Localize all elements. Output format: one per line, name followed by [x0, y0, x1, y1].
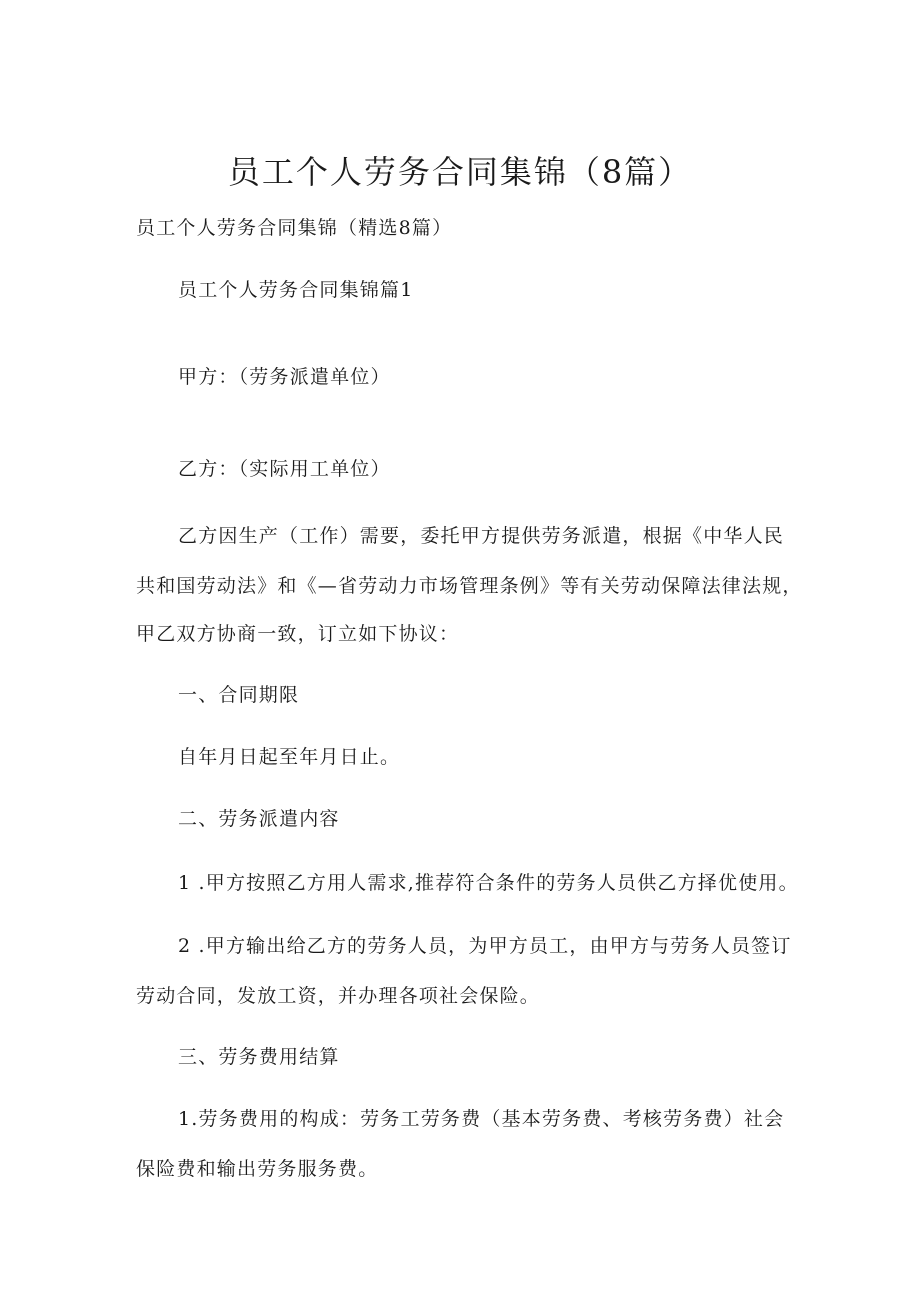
document-subtitle: 员工个人劳务合同集锦（精选8篇） [136, 217, 453, 239]
clause-3-item-1-line-2: 保险费和输出劳务服务费。 [136, 1158, 379, 1180]
clause-2-item-2-line-2: 劳动合同，发放工资，并办理各项社会保险。 [136, 985, 541, 1007]
intro-paragraph-line-3: 甲乙双方协商一致，订立如下协议： [136, 623, 460, 645]
clause-1-heading: 一、合同期限 [178, 684, 300, 706]
party-a-line: 甲方：（劳务派遣单位） [178, 366, 391, 388]
document-title: 员工个人劳务合同集锦（8篇） [227, 153, 693, 191]
clause-2-heading: 二、劳务派遣内容 [178, 808, 340, 830]
intro-paragraph-line-1: 乙方因生产（工作）需要，委托甲方提供劳务派遣，根据《中华人民 [178, 525, 785, 547]
clause-2-item-1: 1 .甲方按照乙方用人需求,推荐符合条件的劳务人员供乙方择优使用。 [178, 872, 799, 894]
party-b-line: 乙方：（实际用工单位） [178, 458, 391, 480]
intro-paragraph-line-2: 共和国劳动法》和《—省劳动力市场管理条例》等有关劳动保障法律法规， [136, 575, 803, 597]
clause-3-item-1-line-1: 1.劳务费用的构成：劳务工劳务费（基本劳务费、考核劳务费）社会 [178, 1108, 785, 1130]
clause-1-text: 自年月日起至年月日止。 [178, 746, 401, 768]
section-heading: 员工个人劳务合同集锦篇1 [178, 279, 414, 301]
clause-3-heading: 三、劳务费用结算 [178, 1046, 340, 1068]
clause-2-item-2-line-1: 2 .甲方输出给乙方的劳务人员，为甲方员工，由甲方与劳务人员签订 [178, 935, 792, 957]
